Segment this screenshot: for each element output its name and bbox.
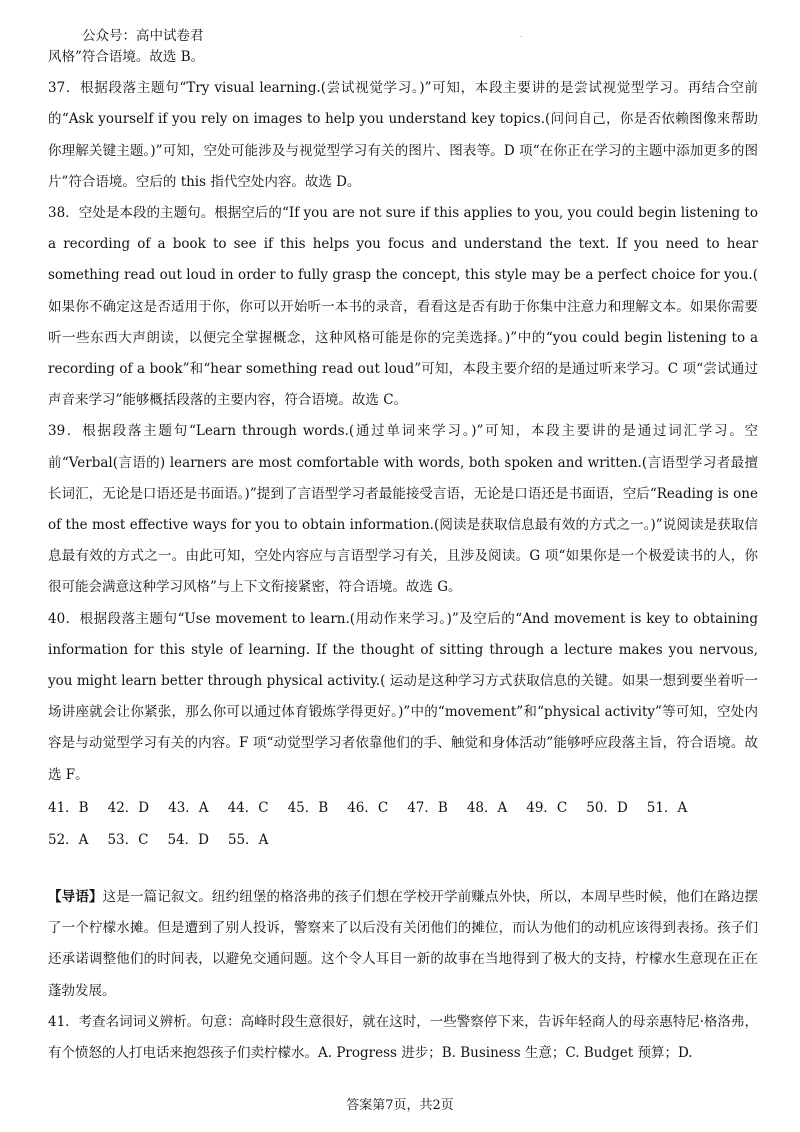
page-footer: 答案第7页，共2页 xyxy=(346,1098,454,1113)
guide-text: 这是一篇记叙文。纽约纽堡的格洛弗的孩子们想在学校开学前赚点外快，所以，本周早些时候，他们在路边摆了一个柠檬水摊。但是遭到了别人投诉，警察来了以后没有关闭他们的摊位，而认为他们的动机应该得到表扬。孩子们还承诺调整他们的时间表，以避免交通问题。这个令人耳目一新的故事在当地得到了极大的支持，柠檬水生意现在正在蓬勃发展。 xyxy=(48,889,759,999)
answer-item: 42．D xyxy=(107,800,150,816)
answer-row-1 xyxy=(48,792,788,824)
answer-item: 52．A xyxy=(48,832,89,848)
answer-item: 49．C xyxy=(526,800,568,816)
paragraph-q38: 38．空处是本段的主题句。根据空后的“If you are not sure if this applies to you, you could begin listening to a recording of a book to see if this helps you focus and understand the text. If you need to hear something read out loud in order to fully grasp the concept, this style may be a perfect choice for you.( 如果你不确定这是否适用于你，你可以开始听一本书的录音，看看这是否有助于你集中注意力和理解文本。如果你需要听一些东西大声朗读，以便完全掌握概念，这种风格可能是你的完美选择。)”中的“you could begin listening to a recording of a book”和“hear something read out loud”可知，本段主要介绍的是通过听来学习。C 项“尝试通过声音来学习”能够概括段落的主要内容，符合语境。故选 C。 xyxy=(48,205,758,409)
answer-item: 54．D xyxy=(167,832,209,848)
answer-item: 51．A xyxy=(646,800,688,816)
paragraph-q41: 41．考查名词词义辨析。句意：高峰时段生意很好，就在这时，一些警察停下来，告诉年轻商人的母亲惠特尼·格洛弗，有个愤怒的人打电话来抱怨孩子们卖柠檬水。A. Progress 进步；B. Business 生意；C. Budget 预算；D. xyxy=(48,1013,758,1062)
answer-item: 50．D xyxy=(586,800,628,816)
answer-item: 44．C xyxy=(227,800,269,816)
answer-key xyxy=(48,792,788,856)
answer-row-2 xyxy=(48,824,788,856)
paragraph-q37: 37．根据段落主题句“Try visual learning.(尝试视觉学习。)”可知，本段主要讲的是尝试视觉型学习。再结合空前的“Ask yourself if you rely on images to help you understand key topics.(问问自己，你是否依赖图像来帮助你理解关键主题。)”可知，空处可能涉及与视觉型学习有关的图片、图表等。D 项“在你正在学习的主题中添加更多的图片”符合语境。空后的 this 指代空处内容。故选 D。 xyxy=(48,80,758,190)
explanation-block xyxy=(48,42,758,791)
guide-block xyxy=(48,882,758,1069)
answer-item: 46．C xyxy=(347,800,389,816)
answer-item: 43．A xyxy=(168,800,209,816)
paragraph-q39: 39．根据段落主题句“Learn through words.(通过单词来学习。)”可知，本段主要讲的是通过词汇学习。空前“Verbal(言语的) learners are most comfortable with words, both spoken and written.(言语型学习者最擅长词汇，无论是口语还是书面语。)”提到了言语型学习者最能接受言语，无论是口语还是书面语，空后“Reading is one of the most effective ways for you to obtain information.(阅读是获取信息最有效的方式之一。)”说阅读是获取信息最有效的方式之一。由此可知，空处内容应与言语型学习有关，且涉及阅读。G 项“如果你是一个极爱读书的人，你很可能会满意这种学习风格”与上下文衔接紧密，符合语境。故选 G。 xyxy=(48,423,758,596)
paragraph-q40: 40．根据段落主题句“Use movement to learn.(用动作来学习。)”及空后的“And movement is key to obtaining information for this style of learning. If the thought of sitting through a lecture makes you nervous, you might learn better through physical activity.( 运动是这种学习方式获取信息的关键。如果一想到要坐着听一场讲座就会让你紧张，那么你可以通过体育锻炼学得更好。)”中的“movement”和“physical activity”等可知，空处内容是与动觉型学习有关的内容。F 项“动觉型学习者依靠他们的手、触觉和身体活动”能够呼应段落主旨，符合语境。故选 F。 xyxy=(48,610,758,783)
answer-item: 45．B xyxy=(287,800,329,816)
answer-item: 41．B xyxy=(48,800,89,816)
answer-item: 48．A xyxy=(466,800,508,816)
guide-paragraph xyxy=(48,882,758,1007)
guide-label: 【导语】 xyxy=(48,889,103,905)
page-header: 公众号：高中试卷君 xyxy=(82,28,204,44)
header-dot: . xyxy=(520,30,523,39)
paragraph-q36-end: 风格”符合语境。故选 B。 xyxy=(48,49,205,65)
answer-item: 55．A xyxy=(227,832,269,848)
answer-item: 53．C xyxy=(107,832,149,848)
answer-item: 47．B xyxy=(407,800,448,816)
